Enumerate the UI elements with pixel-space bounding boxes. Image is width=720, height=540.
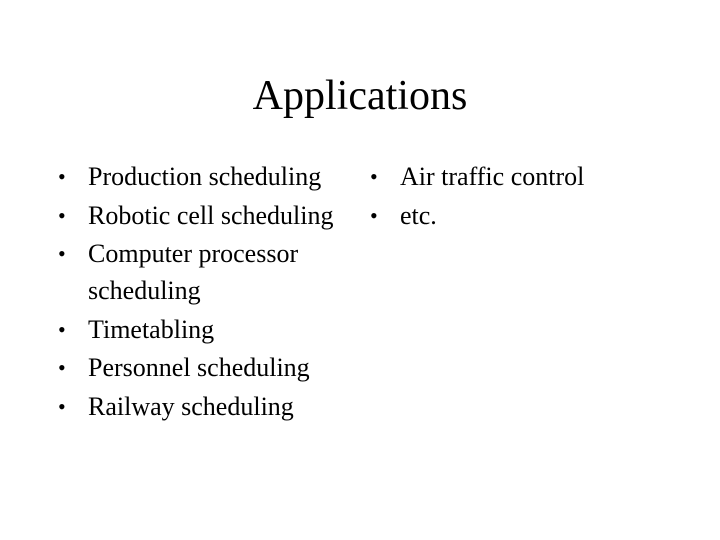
right-bullet-list	[370, 158, 670, 235]
list-item	[58, 388, 348, 425]
list-item-text: Air traffic control	[400, 162, 585, 191]
bullet-icon: •	[370, 202, 378, 228]
list-item-text: Production scheduling	[88, 162, 322, 191]
bullet-icon: •	[58, 202, 66, 228]
list-item	[58, 349, 348, 386]
bullet-icon: •	[58, 393, 66, 419]
bullet-icon: •	[58, 316, 66, 342]
list-item-text: Robotic cell scheduling	[88, 200, 334, 230]
list-item	[58, 197, 348, 234]
list-item	[58, 311, 348, 348]
list-item	[370, 197, 670, 234]
list-item-text: Railway scheduling	[88, 391, 294, 421]
list-item-text: etc.	[400, 200, 437, 230]
list-item-text: Computer processor scheduling	[88, 239, 299, 306]
bullet-icon: •	[58, 164, 66, 189]
bullet-icon: •	[58, 241, 66, 267]
bullet-icon: •	[58, 355, 66, 381]
list-item	[58, 235, 348, 309]
list-item-text: Personnel scheduling	[88, 353, 310, 383]
slide-title: Applications	[252, 73, 468, 119]
list-item-text: Timetabling	[88, 314, 215, 344]
left-bullet-list	[58, 158, 348, 427]
bullet-icon: •	[370, 164, 378, 189]
list-item	[370, 158, 670, 195]
list-item	[58, 158, 348, 195]
